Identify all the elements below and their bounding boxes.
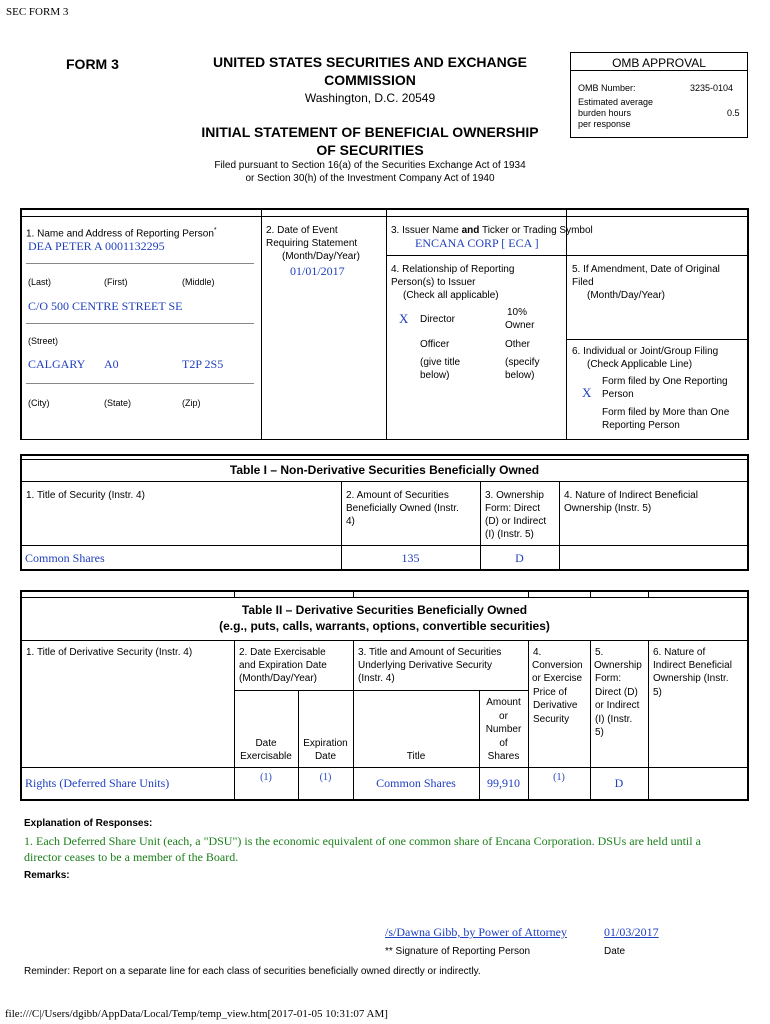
underlying-title-label: Title bbox=[406, 751, 426, 762]
officer-label2: (give title bbox=[420, 357, 461, 368]
table2-row-title: Rights (Deferred Share Units) bbox=[25, 776, 170, 790]
city-value: CALGARY bbox=[28, 357, 86, 371]
explanation-label: Explanation of Responses: bbox=[24, 818, 153, 829]
date-exercisable-label1: Date bbox=[255, 738, 277, 749]
box6-line2: (Check Applicable Line) bbox=[587, 359, 693, 370]
table2-h5e: or Indirect bbox=[595, 700, 640, 711]
zip-value: T2P 2S5 bbox=[182, 357, 224, 371]
table2-h5c: Form: bbox=[595, 673, 622, 684]
date-exercisable-label2: Exercisable bbox=[240, 751, 292, 762]
ten-pct-label2: Owner bbox=[505, 320, 535, 331]
more-person-line1: Form filed by More than One bbox=[602, 407, 730, 418]
amount-label1: Amount bbox=[486, 697, 521, 708]
agency-city: Washington, D.C. 20549 bbox=[304, 91, 436, 105]
table1-h4b: Ownership (Instr. 5) bbox=[564, 503, 652, 514]
last-label: (Last) bbox=[28, 277, 52, 287]
table2-row-price: (1) bbox=[553, 772, 565, 783]
table2-h6d: 5) bbox=[653, 687, 662, 698]
filed-line1: Filed pursuant to Section 16(a) of the Securities Exchange Act of 1934 bbox=[214, 160, 526, 171]
table2-h5g: 5) bbox=[595, 727, 604, 738]
explanation-text2: director ceases to be a member of the Board. bbox=[24, 850, 239, 864]
table2-title1: Table II – Derivative Securities Beneficially Owned bbox=[241, 603, 528, 617]
table1-row-amount: 135 bbox=[401, 551, 420, 565]
sec-form-label: SEC FORM 3 bbox=[6, 6, 69, 18]
other-label: Other bbox=[505, 339, 531, 350]
table2-h4f: Security bbox=[533, 714, 570, 725]
expiration-label1: Expiration bbox=[303, 738, 348, 749]
reminder: Reminder: Report on a separate line for each class of securities beneficially owned directly or indirectly. bbox=[24, 966, 481, 977]
box1-label: 1. Name and Address of Reporting Person* bbox=[26, 227, 217, 240]
date-label: Date bbox=[604, 946, 626, 957]
table1-h2a: 2. Amount of Securities bbox=[346, 490, 449, 501]
table2-h4e: Derivative bbox=[533, 700, 578, 711]
more-person-line2: Reporting Person bbox=[602, 420, 680, 431]
table2-h4c: or Exercise bbox=[532, 673, 583, 684]
table2-h5d: Direct (D) bbox=[595, 687, 638, 698]
box4-line3: (Check all applicable) bbox=[403, 290, 499, 301]
table2-h3a: 3. Title and Amount of Securities bbox=[358, 647, 502, 658]
omb-burden-value: 0.5 bbox=[727, 108, 740, 118]
omb-burden-label1: Estimated average bbox=[578, 97, 654, 107]
box2-line1: 2. Date of Event bbox=[266, 225, 338, 236]
box2-line2: Requiring Statement bbox=[266, 238, 358, 249]
box6-line1: 6. Individual or Joint/Group Filing bbox=[572, 346, 719, 357]
amount-label2: or bbox=[499, 711, 508, 722]
agency-line1: UNITED STATES SECURITIES AND EXCHANGE bbox=[213, 54, 527, 70]
box5-line1: 5. If Amendment, Date of Original bbox=[572, 264, 720, 275]
table2-row-exp: (1) bbox=[319, 772, 332, 783]
other-label3: below) bbox=[505, 370, 535, 381]
state-value: A0 bbox=[104, 357, 119, 371]
box5-line2: Filed bbox=[572, 277, 594, 288]
omb-number-value: 3235-0104 bbox=[690, 83, 734, 93]
table2-h6a: 6. Nature of bbox=[653, 647, 706, 658]
reporting-person-name: DEA PETER A 0001132295 bbox=[28, 239, 165, 253]
omb-burden-label2: burden hours bbox=[578, 108, 632, 118]
table2-row-und-title: Common Shares bbox=[376, 776, 456, 790]
city-label: (City) bbox=[28, 398, 50, 408]
table1-h2b: Beneficially Owned (Instr. bbox=[346, 503, 459, 514]
street-value: C/O 500 CENTRE STREET SE bbox=[28, 299, 183, 313]
state-label: (State) bbox=[104, 398, 132, 408]
omb-burden-label3: per response bbox=[578, 119, 631, 129]
event-date: 01/01/2017 bbox=[290, 264, 345, 278]
table2-h3b: Underlying Derivative Security bbox=[358, 660, 492, 671]
omb-number-label: OMB Number: bbox=[578, 83, 636, 93]
table2-h2c: (Month/Day/Year) bbox=[239, 673, 317, 684]
explanation-text1: 1. Each Deferred Share Unit (each, a "DSU") is the economic equivalent of one common share of Encana Corporation. DSUs are held until a bbox=[24, 834, 701, 848]
table2-h4d: Price of bbox=[533, 687, 567, 698]
one-person-line2: Person bbox=[602, 389, 634, 400]
omb-title: OMB APPROVAL bbox=[612, 56, 706, 70]
table2-h5f: (I) (Instr. bbox=[595, 714, 633, 725]
agency-line2: COMMISSION bbox=[324, 72, 416, 88]
table2-h5b: Ownership bbox=[594, 660, 642, 671]
table2-h4b: Conversion bbox=[532, 660, 583, 671]
table2-h4a: 4. bbox=[533, 647, 542, 658]
amount-label5: Shares bbox=[487, 751, 520, 762]
table2-h6c: Ownership (Instr. bbox=[653, 673, 729, 684]
file-footer: file:///C|/Users/dgibb/AppData/Local/Temp/temp_view.htm[2017-01-05 10:31:07 AM] bbox=[5, 1008, 388, 1020]
table2-h2a: 2. Date Exercisable bbox=[239, 647, 326, 658]
box4-line1: 4. Relationship of Reporting bbox=[391, 264, 515, 275]
table1-h1: 1. Title of Security (Instr. 4) bbox=[26, 490, 145, 501]
table2-h3c: (Instr. 4) bbox=[358, 673, 395, 684]
title-line1: INITIAL STATEMENT OF BENEFICIAL OWNERSHIP bbox=[201, 124, 539, 140]
officer-label3: below) bbox=[420, 370, 450, 381]
officer-label: Officer bbox=[420, 339, 450, 350]
middle-label: (Middle) bbox=[182, 277, 215, 287]
table1-title: Table I – Non-Derivative Securities Beneficially Owned bbox=[229, 463, 540, 477]
first-label: (First) bbox=[104, 277, 128, 287]
table2-title2: (e.g., puts, calls, warrants, options, convertible securities) bbox=[219, 619, 550, 633]
issuer-name: ENCANA CORP [ ECA ] bbox=[415, 236, 539, 250]
one-person-check[interactable]: X bbox=[582, 385, 592, 400]
table2-row-form: D bbox=[614, 776, 624, 790]
other-label2: (specify bbox=[505, 357, 540, 368]
box2-line3: (Month/Day/Year) bbox=[282, 251, 360, 262]
zip-label: (Zip) bbox=[182, 398, 201, 408]
table2-h6b: Indirect Beneficial bbox=[653, 660, 732, 671]
table2-row-und-amt: 99,910 bbox=[487, 776, 520, 790]
expiration-label2: Date bbox=[314, 751, 337, 762]
table2-h2b: and Expiration Date bbox=[239, 660, 327, 671]
table2-h5a: 5. bbox=[595, 647, 604, 658]
director-label: Director bbox=[420, 314, 456, 325]
table1-h3a: 3. Ownership bbox=[485, 490, 544, 501]
amount-label3: Number bbox=[485, 724, 522, 735]
table1-h3d: (I) (Instr. 5) bbox=[485, 529, 534, 540]
table1-h3c: (D) or Indirect bbox=[485, 516, 547, 527]
filed-line2: or Section 30(h) of the Investment Company Act of 1940 bbox=[245, 173, 495, 184]
street-label: (Street) bbox=[28, 336, 59, 346]
box3-label: 3. Issuer Name and Ticker or Trading Symbol bbox=[391, 225, 593, 236]
one-person-line1: Form filed by One Reporting bbox=[602, 376, 728, 387]
table2-h1: 1. Title of Derivative Security (Instr. 4) bbox=[26, 647, 193, 658]
table1-h2c: 4) bbox=[346, 516, 355, 527]
signature-date: 01/03/2017 bbox=[604, 925, 659, 939]
title-line2: OF SECURITIES bbox=[316, 142, 424, 158]
signature-value: /s/Dawna Gibb, by Power of Attorney bbox=[385, 925, 567, 939]
table2-row-date-ex: (1) bbox=[260, 772, 272, 783]
table1-row-title: Common Shares bbox=[25, 551, 105, 565]
box5-line3: (Month/Day/Year) bbox=[587, 290, 665, 301]
form-number: FORM 3 bbox=[66, 56, 119, 72]
remarks-label: Remarks: bbox=[24, 870, 70, 881]
box4-line2: Person(s) to Issuer bbox=[391, 277, 476, 288]
ten-pct-label1: 10% bbox=[507, 307, 528, 318]
table1-row-form: D bbox=[515, 551, 524, 565]
amount-label4: of bbox=[499, 738, 508, 749]
signature-label: ** Signature of Reporting Person bbox=[385, 946, 531, 957]
table1-h4a: 4. Nature of Indirect Beneficial bbox=[564, 490, 698, 501]
table1-h3b: Form: Direct bbox=[485, 503, 540, 514]
director-check[interactable]: X bbox=[399, 311, 409, 326]
